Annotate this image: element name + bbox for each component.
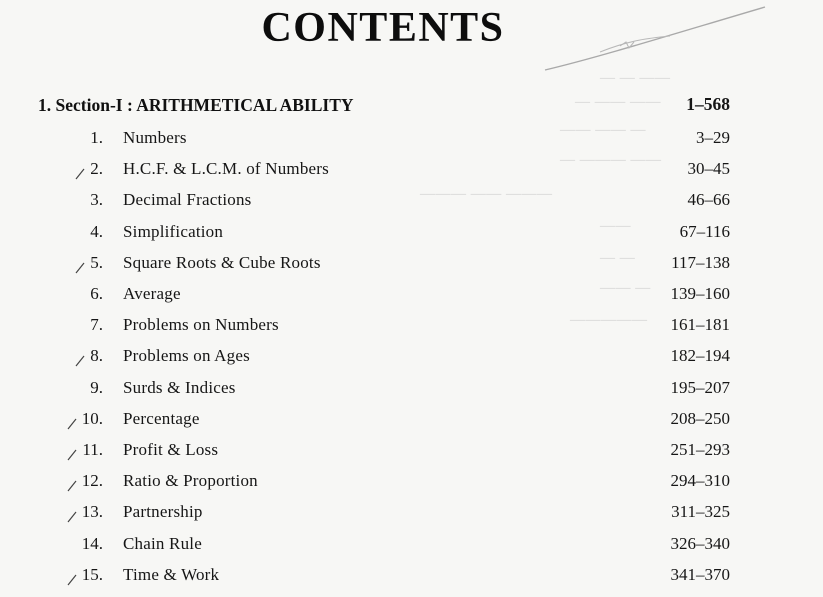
chapter-row	[0, 502, 823, 532]
chapter-number: 8.	[90, 346, 103, 366]
chapter-row	[0, 409, 823, 439]
chapter-number: 10.	[81, 408, 103, 428]
chapter-number: 13.	[81, 502, 103, 522]
pencil-tick-mark	[74, 167, 86, 181]
chapter-row	[0, 190, 823, 220]
chapter-page-range: 117–138	[671, 252, 730, 272]
chapter-row	[0, 565, 823, 595]
chapter-page-range: 182–194	[670, 346, 730, 366]
chapter-title: Numbers	[123, 128, 187, 147]
chapter-title: Time & Work	[123, 564, 220, 584]
chapter-number: 4.	[90, 221, 103, 241]
chapter-row	[0, 534, 823, 564]
chapter-number: 7.	[90, 315, 103, 335]
chapter-number: 15.	[81, 564, 103, 584]
chapter-title: H.C.F. & L.C.M. of Numbers	[123, 159, 329, 179]
chapter-page-range: 311–325	[671, 502, 730, 522]
chapter-page-range: 30–45	[687, 159, 730, 179]
chapter-number: 11.	[82, 440, 103, 459]
chapter-title: Average	[123, 284, 181, 303]
chapter-row	[0, 128, 823, 158]
chapter-title: Surds & Indices	[123, 377, 236, 397]
chapter-number: 12.	[81, 471, 103, 491]
chapter-page-range: 251–293	[670, 440, 730, 459]
pencil-tick-mark	[66, 417, 78, 431]
section-heading: 1. Section-I : ARITHMETICAL ABILITY	[38, 95, 354, 115]
bleed-through-text: ——— —— ———	[420, 186, 553, 202]
pencil-tick-mark	[66, 573, 78, 587]
chapter-row	[0, 471, 823, 501]
chapter-row	[0, 284, 823, 314]
chapter-row	[0, 378, 823, 408]
chapter-title: Decimal Fractions	[123, 190, 252, 210]
chapter-row	[0, 346, 823, 376]
bleed-through-text: — —— ——	[575, 94, 661, 110]
chapter-page-range: 341–370	[670, 564, 730, 584]
pencil-tick-mark	[74, 261, 86, 275]
chapter-page-range: 46–66	[687, 190, 730, 210]
chapter-title: Ratio & Proportion	[123, 471, 258, 491]
chapter-title: Problems on Ages	[123, 346, 250, 366]
chapter-number: 1.	[90, 128, 103, 147]
chapter-page-range: 67–116	[679, 221, 730, 241]
bleed-through-text: —— —— —	[560, 122, 646, 138]
chapter-number: 6.	[90, 284, 103, 303]
chapter-title: Simplification	[123, 221, 224, 241]
chapter-number: 3.	[90, 190, 103, 210]
chapter-row	[0, 440, 823, 470]
page-title: CONTENTS	[261, 5, 505, 51]
chapter-title: Problems on Numbers	[123, 315, 279, 335]
chapter-title: Percentage	[123, 408, 200, 428]
bleed-through-text: — ——— ——	[560, 152, 662, 168]
chapter-number: 2.	[90, 159, 103, 179]
pencil-tick-mark	[66, 510, 78, 524]
bleed-through-text: —— —	[600, 280, 651, 296]
bleed-through-text: — — ——	[600, 70, 671, 86]
bleed-through-text: ——	[600, 218, 631, 234]
chapter-page-range: 208–250	[670, 408, 730, 428]
chapter-page-range: 161–181	[670, 315, 730, 335]
chapter-number: 14.	[81, 533, 103, 553]
chapter-row	[0, 253, 823, 283]
bleed-through-text: —————	[570, 312, 648, 328]
chapter-page-range: 326–340	[670, 533, 730, 553]
chapter-title: Profit & Loss	[123, 440, 219, 459]
chapter-number: 5.	[90, 252, 103, 272]
pencil-tick-mark	[66, 479, 78, 493]
chapter-row	[0, 315, 823, 345]
chapter-page-range: 195–207	[670, 377, 730, 397]
section-page-range: 1–568	[686, 94, 730, 114]
chapter-page-range: 3–29	[696, 128, 730, 147]
bleed-through-text: — —	[600, 250, 636, 266]
chapter-title: Partnership	[123, 502, 203, 522]
chapter-row	[0, 159, 823, 189]
chapter-row	[0, 222, 823, 252]
chapter-page-range: 294–310	[670, 471, 730, 491]
chapter-number: 9.	[90, 377, 103, 397]
pencil-tick-mark	[66, 448, 78, 462]
chapter-page-range: 139–160	[670, 284, 730, 303]
pencil-tick-mark	[74, 354, 86, 368]
chapter-title: Square Roots & Cube Roots	[123, 252, 321, 272]
chapter-title: Chain Rule	[123, 533, 202, 553]
